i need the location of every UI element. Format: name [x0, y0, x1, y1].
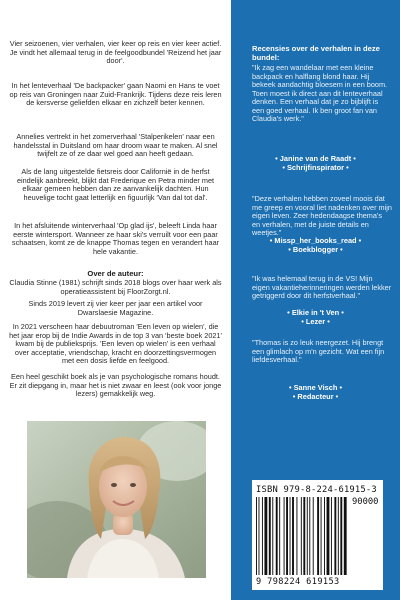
- review-quote-1: "Ik zag een wandelaar met een kleine backpack en halflang blond haar. Hij bekeek aandachtig bloesem in een boom. Toen moest ik direct aan dit lenteverhaal denken. Een verhaal dat je zo bijblijft is een goed verhaal. Ik ben groot fan van Claudia's werk.": [252, 63, 388, 123]
- reviewer-role-3: • Lezer •: [301, 317, 330, 326]
- review-quote-3: "Ik was helemaal terug in de VS! Mijn eigen vakantieherinneringen werden lekker getriggerd door dit herfstverhaal.": [252, 274, 392, 300]
- review-quote-4: "Thomas is zo leuk neergezet. Hij brengt een glimlach op m'n gezicht. Wat een fijn liefdesverhaal.": [252, 338, 385, 364]
- blurb-summer-story: Annelies vertrekt in het zomerverhaal 'Stalperikelen' naar een handelsstal in Duitsland om haar droom waar te maken. Al snel twijfelt ze of ze daar wel goed aan heeft gedaan.: [13, 132, 218, 159]
- blurb-intro: Vier seizoenen, vier verhalen, vier keer op reis en vier keer actief. Je vindt het allemaal terug in de feelgoodbundel 'Reizend het jaar door'.: [9, 39, 222, 66]
- reviews-heading: Recensies over de verhalen in deze bundel:: [252, 44, 380, 62]
- review-quote-2: "Deze verhalen hebben zoveel moois dat me greep en vooral liet nadenken over mijn eigen leven. Zeer hedendaagse thema's en verhalen, met de juiste details en weetjes.": [252, 194, 392, 237]
- reviewer-name-1: • Janine van de Raadt •: [275, 154, 356, 163]
- about-author-bio-2: Sinds 2019 levert zij vier keer per jaar een artikel voor Dwarslaesie Magazine.: [28, 299, 203, 317]
- about-author-bio-1: Claudia Stinne (1981) schrijft sinds 2018 blogs over haar werk als operatieassistent bij FloorZorgt.nl.: [9, 278, 222, 296]
- about-author-bio-4: Een heel geschikt boek als je van psychologische romans houdt. Er zit diepgang in, maar het is niet zwaar en leest (ook voor jonge lezers) gemakkelijk weg.: [9, 372, 222, 399]
- barcode-bars: [256, 497, 348, 575]
- about-author-bio-3: In 2021 verscheen haar debuutroman 'Een leven op wielen', die het jaar erop bij de Indie Awards in de top 3 van 'beste boek 2021' kwam bij de publieksprijs. 'Een leven op wielen' is een verhaal over acceptatie, vriendschap, kracht en doorzettingsvermogen met een dosis liefde en feelgood.: [9, 322, 222, 366]
- barcode-price-code: 90000: [352, 497, 379, 507]
- reviewer-name-4: • Sanne Visch •: [288, 383, 343, 392]
- reviewer-role-4: • Redacteur •: [292, 392, 339, 401]
- isbn-label: ISBN 979-8-224-61915-3: [256, 485, 377, 495]
- blurb-spring-story: In het lenteverhaal 'De backpacker' gaan Naomi en Hans te voet op reis van Groningen naar Zuid-Frankrijk. Tijdens deze reis leren de kersverse geliefden elkaar en zichzelf beter kennen.: [9, 81, 222, 108]
- blurb-winter-story: In het afsluitende winterverhaal 'Op glad ijs', beleeft Linda haar eerste wintersport. Wanneer ze haar ski's verruilt voor een paar schaatsen, komt ze de knappe Thomas tegen en verandert haar hele vakantie.: [11, 221, 220, 256]
- reviewer-name-3: • Elkie in 't Ven •: [287, 308, 344, 317]
- reviewer-role-1: • Schrijfinspirator •: [282, 163, 349, 172]
- author-photo: [27, 421, 206, 578]
- barcode-digits: 9 798224 619153: [256, 577, 340, 587]
- blurb-autumn-story: Als de lang uitgestelde fietsreis door Californië in de herfst eindelijk aanbreekt, blijkt dat Frederique en Petra minder met elkaar gemeen hebben dan ze aanvankelijk dachten. Hun heuvelige tocht gaat letterlijk en figuurlijk 'Van dal tot dal'.: [16, 167, 215, 202]
- reviewer-name-2: • Missp_her_books_read •: [269, 236, 362, 245]
- isbn-barcode: [252, 480, 383, 590]
- about-author-title: Over de auteur:: [87, 269, 144, 278]
- reviewer-role-2: • Boekblogger •: [288, 245, 343, 254]
